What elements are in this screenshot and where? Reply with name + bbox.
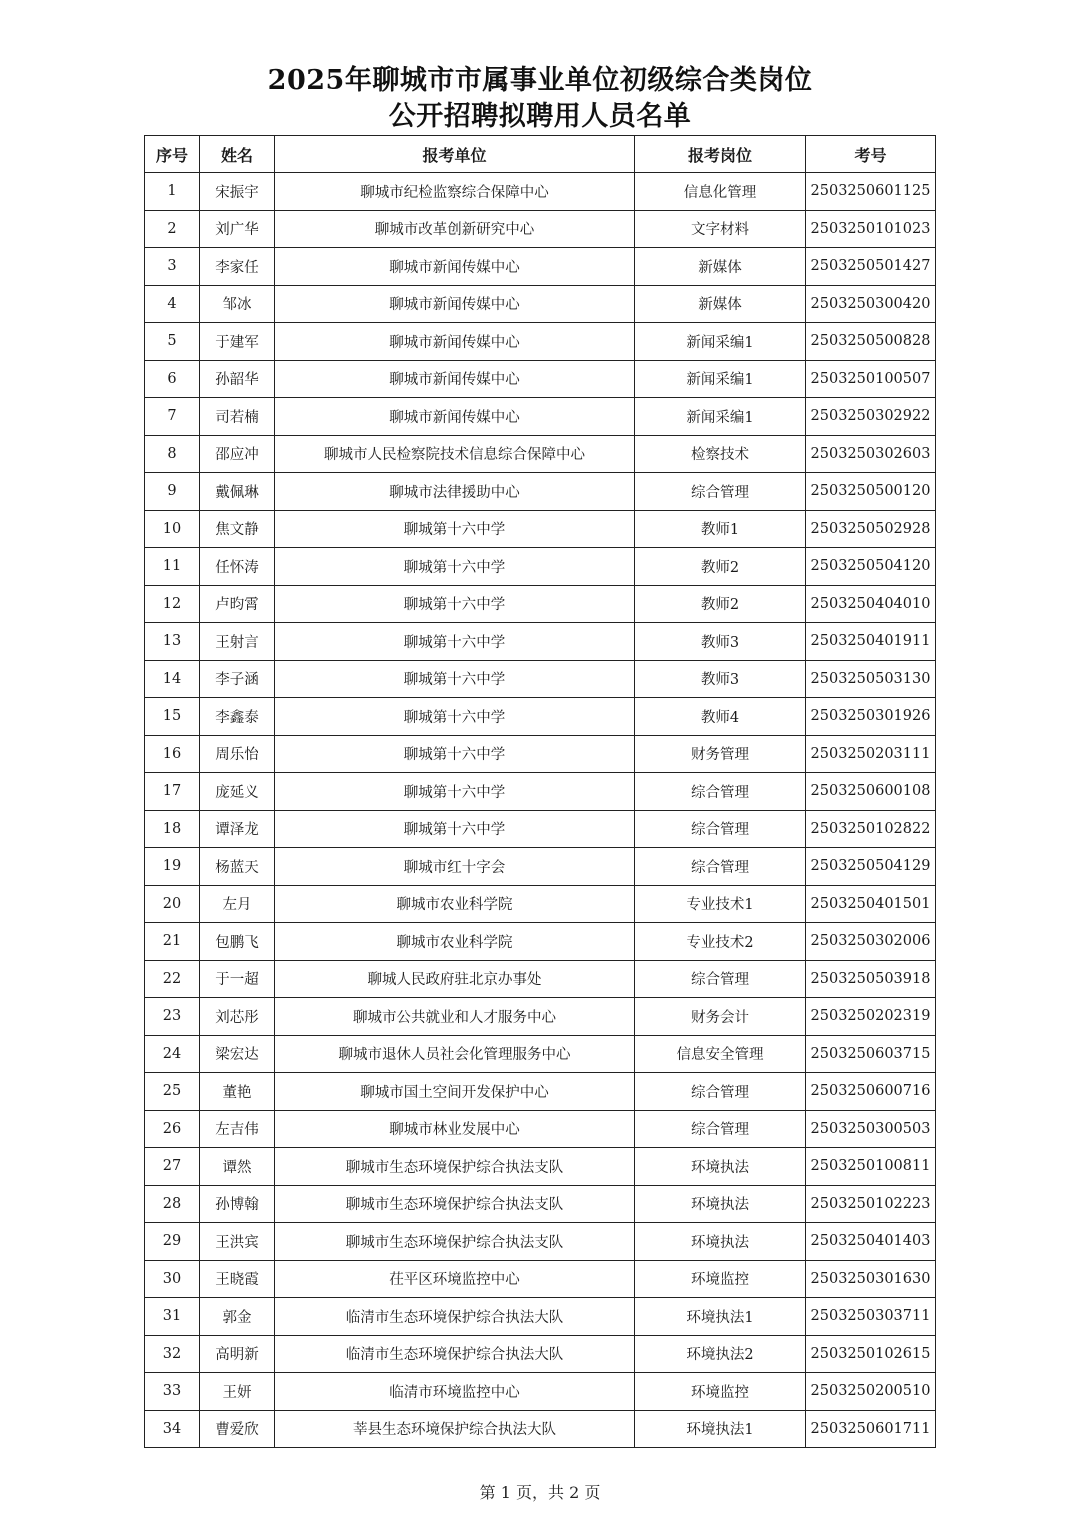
cell-unit: 聊城市农业科学院	[275, 885, 635, 923]
cell-exam-number: 2503250601711	[806, 1410, 936, 1448]
cell-position: 教师3	[635, 660, 806, 698]
header-name: 姓名	[200, 136, 275, 173]
table-row	[145, 1035, 936, 1073]
table-row	[145, 1373, 936, 1411]
cell-exam-number: 2503250302922	[806, 398, 936, 436]
table-row	[145, 1223, 936, 1261]
cell-serial: 32	[145, 1335, 200, 1373]
cell-position: 环境执法	[635, 1148, 806, 1186]
cell-unit: 聊城市纪检监察综合保障中心	[275, 173, 635, 211]
cell-exam-number: 2503250301630	[806, 1260, 936, 1298]
cell-name: 谭泽龙	[200, 810, 275, 848]
cell-position: 环境执法2	[635, 1335, 806, 1373]
table-row	[145, 773, 936, 811]
cell-position: 专业技术2	[635, 923, 806, 961]
cell-name: 曹爱欣	[200, 1410, 275, 1448]
cell-position: 环境监控	[635, 1260, 806, 1298]
cell-position: 文字材料	[635, 210, 806, 248]
cell-exam-number: 2503250501427	[806, 248, 936, 286]
cell-unit: 聊城市改革创新研究中心	[275, 210, 635, 248]
table-row	[145, 1185, 936, 1223]
cell-position: 综合管理	[635, 473, 806, 511]
cell-exam-number: 2503250404010	[806, 585, 936, 623]
cell-position: 新闻采编1	[635, 323, 806, 361]
table-body	[145, 173, 936, 1448]
cell-serial: 7	[145, 398, 200, 436]
cell-unit: 聊城市法律援助中心	[275, 473, 635, 511]
cell-name: 李鑫泰	[200, 698, 275, 736]
hiring-roster-table	[144, 135, 936, 1448]
cell-unit: 聊城第十六中学	[275, 623, 635, 661]
table-row	[145, 660, 936, 698]
cell-position: 财务管理	[635, 735, 806, 773]
table-row	[145, 173, 936, 211]
table-row	[145, 848, 936, 886]
cell-serial: 10	[145, 510, 200, 548]
cell-serial: 9	[145, 473, 200, 511]
cell-name: 李家任	[200, 248, 275, 286]
cell-unit: 临清市环境监控中心	[275, 1373, 635, 1411]
cell-exam-number: 2503250601125	[806, 173, 936, 211]
table-row	[145, 885, 936, 923]
cell-serial: 30	[145, 1260, 200, 1298]
cell-unit: 临清市生态环境保护综合执法大队	[275, 1335, 635, 1373]
cell-exam-number: 2503250203111	[806, 735, 936, 773]
table-row	[145, 285, 936, 323]
cell-unit: 聊城第十六中学	[275, 548, 635, 586]
table-row	[145, 698, 936, 736]
table-row	[145, 960, 936, 998]
cell-position: 教师3	[635, 623, 806, 661]
cell-serial: 28	[145, 1185, 200, 1223]
cell-serial: 18	[145, 810, 200, 848]
cell-position: 检察技术	[635, 435, 806, 473]
table-row	[145, 435, 936, 473]
cell-exam-number: 2503250301926	[806, 698, 936, 736]
cell-exam-number: 2503250101023	[806, 210, 936, 248]
table-row	[145, 1335, 936, 1373]
cell-position: 信息化管理	[635, 173, 806, 211]
cell-serial: 34	[145, 1410, 200, 1448]
cell-position: 综合管理	[635, 960, 806, 998]
cell-position: 综合管理	[635, 848, 806, 886]
cell-serial: 16	[145, 735, 200, 773]
cell-position: 教师2	[635, 548, 806, 586]
cell-exam-number: 2503250500120	[806, 473, 936, 511]
cell-name: 庞延义	[200, 773, 275, 811]
cell-serial: 8	[145, 435, 200, 473]
cell-position: 环境执法1	[635, 1298, 806, 1336]
cell-unit: 聊城市林业发展中心	[275, 1110, 635, 1148]
table-row	[145, 998, 936, 1036]
cell-exam-number: 2503250600716	[806, 1073, 936, 1111]
cell-exam-number: 2503250202319	[806, 998, 936, 1036]
cell-exam-number: 2503250300420	[806, 285, 936, 323]
cell-position: 环境执法	[635, 1223, 806, 1261]
cell-name: 王妍	[200, 1373, 275, 1411]
cell-serial: 19	[145, 848, 200, 886]
cell-serial: 1	[145, 173, 200, 211]
cell-serial: 21	[145, 923, 200, 961]
cell-name: 王洪宾	[200, 1223, 275, 1261]
cell-unit: 聊城第十六中学	[275, 735, 635, 773]
cell-unit: 聊城市人民检察院技术信息综合保障中心	[275, 435, 635, 473]
cell-unit: 聊城市公共就业和人才服务中心	[275, 998, 635, 1036]
cell-name: 孙韶华	[200, 360, 275, 398]
cell-name: 郭金	[200, 1298, 275, 1336]
cell-unit: 聊城市新闻传媒中心	[275, 323, 635, 361]
cell-unit: 聊城市新闻传媒中心	[275, 285, 635, 323]
cell-unit: 聊城市红十字会	[275, 848, 635, 886]
cell-position: 环境执法	[635, 1185, 806, 1223]
cell-name: 卢昀霄	[200, 585, 275, 623]
table-row	[145, 923, 936, 961]
table-row	[145, 623, 936, 661]
cell-name: 李子涵	[200, 660, 275, 698]
cell-exam-number: 2503250503130	[806, 660, 936, 698]
cell-serial: 12	[145, 585, 200, 623]
cell-exam-number: 2503250500828	[806, 323, 936, 361]
cell-name: 刘广华	[200, 210, 275, 248]
cell-unit: 聊城市生态环境保护综合执法支队	[275, 1223, 635, 1261]
cell-name: 梁宏达	[200, 1035, 275, 1073]
cell-exam-number: 2503250302603	[806, 435, 936, 473]
cell-position: 环境监控	[635, 1373, 806, 1411]
cell-serial: 23	[145, 998, 200, 1036]
cell-name: 刘芯彤	[200, 998, 275, 1036]
cell-position: 教师2	[635, 585, 806, 623]
table-row	[145, 548, 936, 586]
cell-unit: 聊城市新闻传媒中心	[275, 248, 635, 286]
table-row	[145, 1073, 936, 1111]
cell-unit: 聊城市生态环境保护综合执法支队	[275, 1185, 635, 1223]
cell-serial: 14	[145, 660, 200, 698]
cell-position: 教师1	[635, 510, 806, 548]
cell-exam-number: 2503250100507	[806, 360, 936, 398]
cell-name: 焦文静	[200, 510, 275, 548]
cell-exam-number: 2503250303711	[806, 1298, 936, 1336]
cell-position: 新媒体	[635, 285, 806, 323]
cell-serial: 29	[145, 1223, 200, 1261]
cell-unit: 聊城市国土空间开发保护中心	[275, 1073, 635, 1111]
cell-serial: 25	[145, 1073, 200, 1111]
cell-exam-number: 2503250100811	[806, 1148, 936, 1186]
cell-unit: 聊城第十六中学	[275, 773, 635, 811]
cell-serial: 13	[145, 623, 200, 661]
cell-name: 戴佩琳	[200, 473, 275, 511]
cell-name: 王射言	[200, 623, 275, 661]
cell-position: 新闻采编1	[635, 398, 806, 436]
cell-position: 财务会计	[635, 998, 806, 1036]
cell-position: 综合管理	[635, 1110, 806, 1148]
cell-position: 教师4	[635, 698, 806, 736]
cell-unit: 聊城市生态环境保护综合执法支队	[275, 1148, 635, 1186]
table-row	[145, 510, 936, 548]
header-position: 报考岗位	[635, 136, 806, 173]
cell-position: 综合管理	[635, 810, 806, 848]
table-row	[145, 1110, 936, 1148]
table-row	[145, 248, 936, 286]
cell-name: 董艳	[200, 1073, 275, 1111]
cell-name: 周乐怡	[200, 735, 275, 773]
cell-unit: 聊城市退休人员社会化管理服务中心	[275, 1035, 635, 1073]
cell-serial: 26	[145, 1110, 200, 1148]
table-row	[145, 1298, 936, 1336]
cell-serial: 22	[145, 960, 200, 998]
table-row	[145, 585, 936, 623]
cell-exam-number: 2503250401403	[806, 1223, 936, 1261]
cell-name: 孙博翰	[200, 1185, 275, 1223]
cell-exam-number: 2503250102822	[806, 810, 936, 848]
cell-name: 宋振宇	[200, 173, 275, 211]
table-row	[145, 210, 936, 248]
cell-name: 于一超	[200, 960, 275, 998]
cell-unit: 茌平区环境监控中心	[275, 1260, 635, 1298]
table-row	[145, 810, 936, 848]
cell-name: 邹冰	[200, 285, 275, 323]
cell-exam-number: 2503250302006	[806, 923, 936, 961]
cell-unit: 临清市生态环境保护综合执法大队	[275, 1298, 635, 1336]
cell-unit: 聊城市新闻传媒中心	[275, 360, 635, 398]
table-row	[145, 398, 936, 436]
cell-unit: 聊城第十六中学	[275, 810, 635, 848]
header-unit: 报考单位	[275, 136, 635, 173]
cell-name: 高明新	[200, 1335, 275, 1373]
cell-unit: 聊城市新闻传媒中心	[275, 398, 635, 436]
cell-position: 专业技术1	[635, 885, 806, 923]
cell-name: 任怀涛	[200, 548, 275, 586]
table-header-row	[145, 136, 936, 173]
cell-name: 杨蓝天	[200, 848, 275, 886]
cell-exam-number: 2503250603715	[806, 1035, 936, 1073]
table-row	[145, 473, 936, 511]
cell-exam-number: 2503250600108	[806, 773, 936, 811]
table-row	[145, 735, 936, 773]
cell-serial: 4	[145, 285, 200, 323]
table-row	[145, 1410, 936, 1448]
cell-unit: 莘县生态环境保护综合执法大队	[275, 1410, 635, 1448]
cell-serial: 17	[145, 773, 200, 811]
cell-serial: 24	[145, 1035, 200, 1073]
cell-name: 包鹏飞	[200, 923, 275, 961]
cell-unit: 聊城第十六中学	[275, 660, 635, 698]
cell-exam-number: 2503250401501	[806, 885, 936, 923]
cell-exam-number: 2503250504120	[806, 548, 936, 586]
cell-exam-number: 2503250401911	[806, 623, 936, 661]
page-footer: 第 1 页，共 2 页	[479, 1483, 601, 1502]
cell-name: 司若楠	[200, 398, 275, 436]
cell-exam-number: 2503250502928	[806, 510, 936, 548]
cell-serial: 2	[145, 210, 200, 248]
document-title-line2: 公开招聘拟聘用人员名单	[388, 101, 692, 132]
document-title-line1: 2025年聊城市市属事业单位初级综合类岗位	[267, 65, 813, 96]
cell-exam-number: 2503250102223	[806, 1185, 936, 1223]
cell-serial: 11	[145, 548, 200, 586]
cell-name: 王晓霞	[200, 1260, 275, 1298]
cell-unit: 聊城市农业科学院	[275, 923, 635, 961]
table-row	[145, 360, 936, 398]
header-exam-number: 考号	[806, 136, 936, 173]
cell-exam-number: 2503250504129	[806, 848, 936, 886]
cell-serial: 15	[145, 698, 200, 736]
cell-name: 于建军	[200, 323, 275, 361]
cell-position: 新媒体	[635, 248, 806, 286]
cell-exam-number: 2503250300503	[806, 1110, 936, 1148]
cell-name: 左吉伟	[200, 1110, 275, 1148]
cell-position: 环境执法1	[635, 1410, 806, 1448]
cell-position: 信息安全管理	[635, 1035, 806, 1073]
cell-position: 综合管理	[635, 773, 806, 811]
table-row	[145, 323, 936, 361]
cell-serial: 31	[145, 1298, 200, 1336]
cell-serial: 3	[145, 248, 200, 286]
cell-serial: 33	[145, 1373, 200, 1411]
table-row	[145, 1148, 936, 1186]
cell-exam-number: 2503250200510	[806, 1373, 936, 1411]
cell-unit: 聊城第十六中学	[275, 698, 635, 736]
cell-unit: 聊城人民政府驻北京办事处	[275, 960, 635, 998]
cell-serial: 5	[145, 323, 200, 361]
cell-name: 谭然	[200, 1148, 275, 1186]
table-row	[145, 1260, 936, 1298]
cell-name: 邵应冲	[200, 435, 275, 473]
cell-name: 左月	[200, 885, 275, 923]
cell-serial: 6	[145, 360, 200, 398]
cell-unit: 聊城第十六中学	[275, 585, 635, 623]
cell-exam-number: 2503250102615	[806, 1335, 936, 1373]
cell-position: 新闻采编1	[635, 360, 806, 398]
cell-exam-number: 2503250503918	[806, 960, 936, 998]
cell-serial: 27	[145, 1148, 200, 1186]
cell-serial: 20	[145, 885, 200, 923]
header-serial: 序号	[145, 136, 200, 173]
cell-position: 综合管理	[635, 1073, 806, 1111]
cell-unit: 聊城第十六中学	[275, 510, 635, 548]
